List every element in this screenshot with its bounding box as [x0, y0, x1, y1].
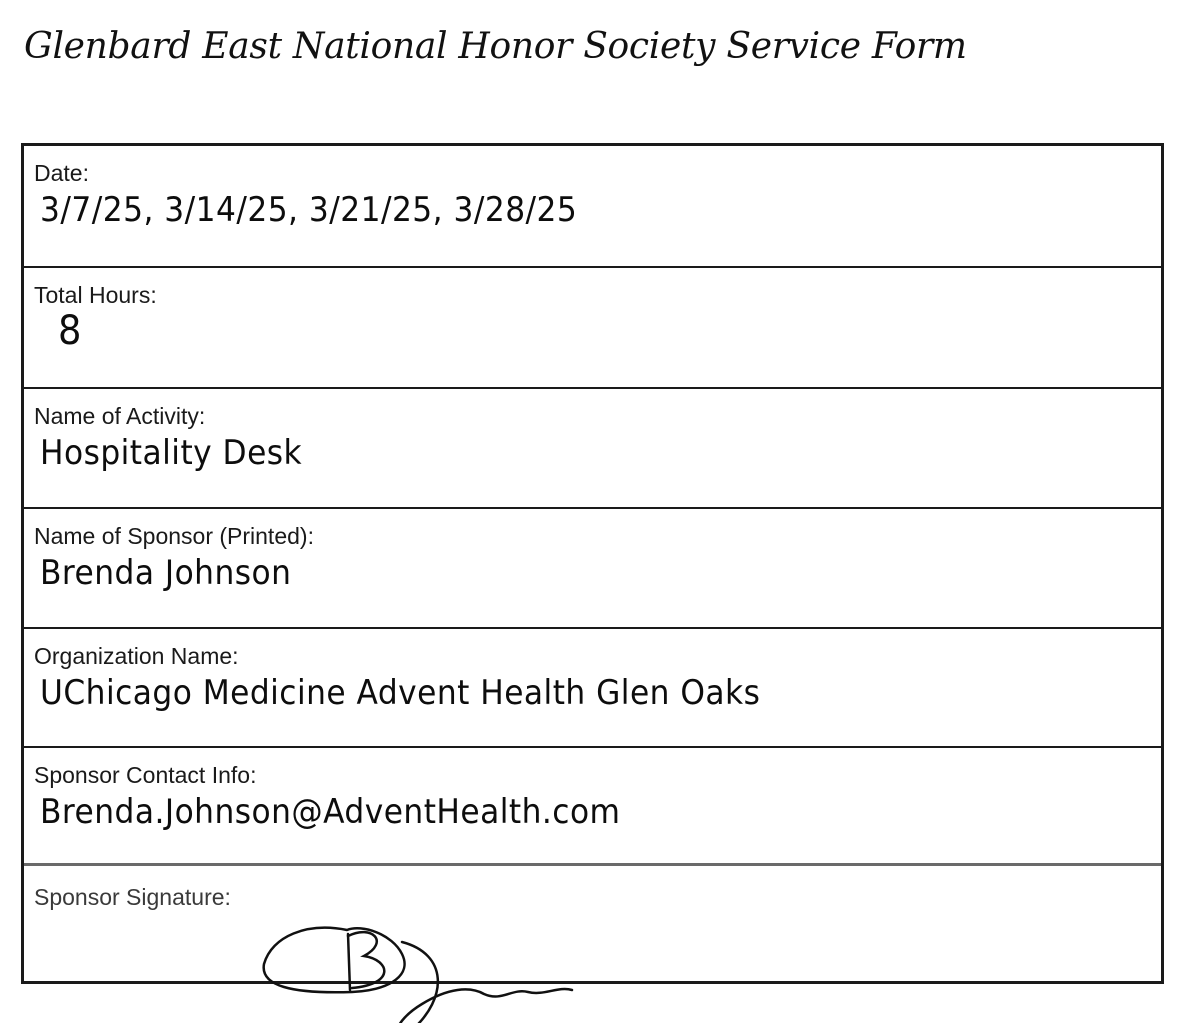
contact-label: Sponsor Contact Info: — [34, 762, 257, 788]
sponsor-name-row — [24, 507, 1161, 627]
sponsor-name-value: Brenda Johnson — [40, 553, 292, 593]
organization-row — [24, 627, 1161, 746]
date-label: Date: — [34, 160, 89, 186]
handwritten-signature-icon — [252, 894, 572, 1014]
date-value: 3/7/25, 3/14/25, 3/21/25, 3/28/25 — [40, 190, 578, 230]
service-form-table — [21, 143, 1164, 984]
total-hours-row — [24, 266, 1161, 387]
total-hours-value: 8 — [58, 308, 82, 354]
signature-row — [24, 863, 1161, 981]
signature-label: Sponsor Signature: — [34, 884, 231, 910]
total-hours-label: Total Hours: — [34, 282, 157, 308]
contact-value: Brenda.Johnson@AdventHealth.com — [40, 792, 621, 832]
contact-row — [24, 746, 1161, 863]
sponsor-name-label: Name of Sponsor (Printed): — [34, 523, 314, 549]
date-row — [24, 146, 1161, 266]
activity-value: Hospitality Desk — [40, 433, 303, 473]
activity-label: Name of Activity: — [34, 403, 206, 429]
form-title: Glenbard East National Honor Society Service Form — [24, 26, 967, 67]
organization-label: Organization Name: — [34, 643, 239, 669]
organization-value: UChicago Medicine Advent Health Glen Oaks — [40, 673, 761, 713]
activity-row — [24, 387, 1161, 507]
